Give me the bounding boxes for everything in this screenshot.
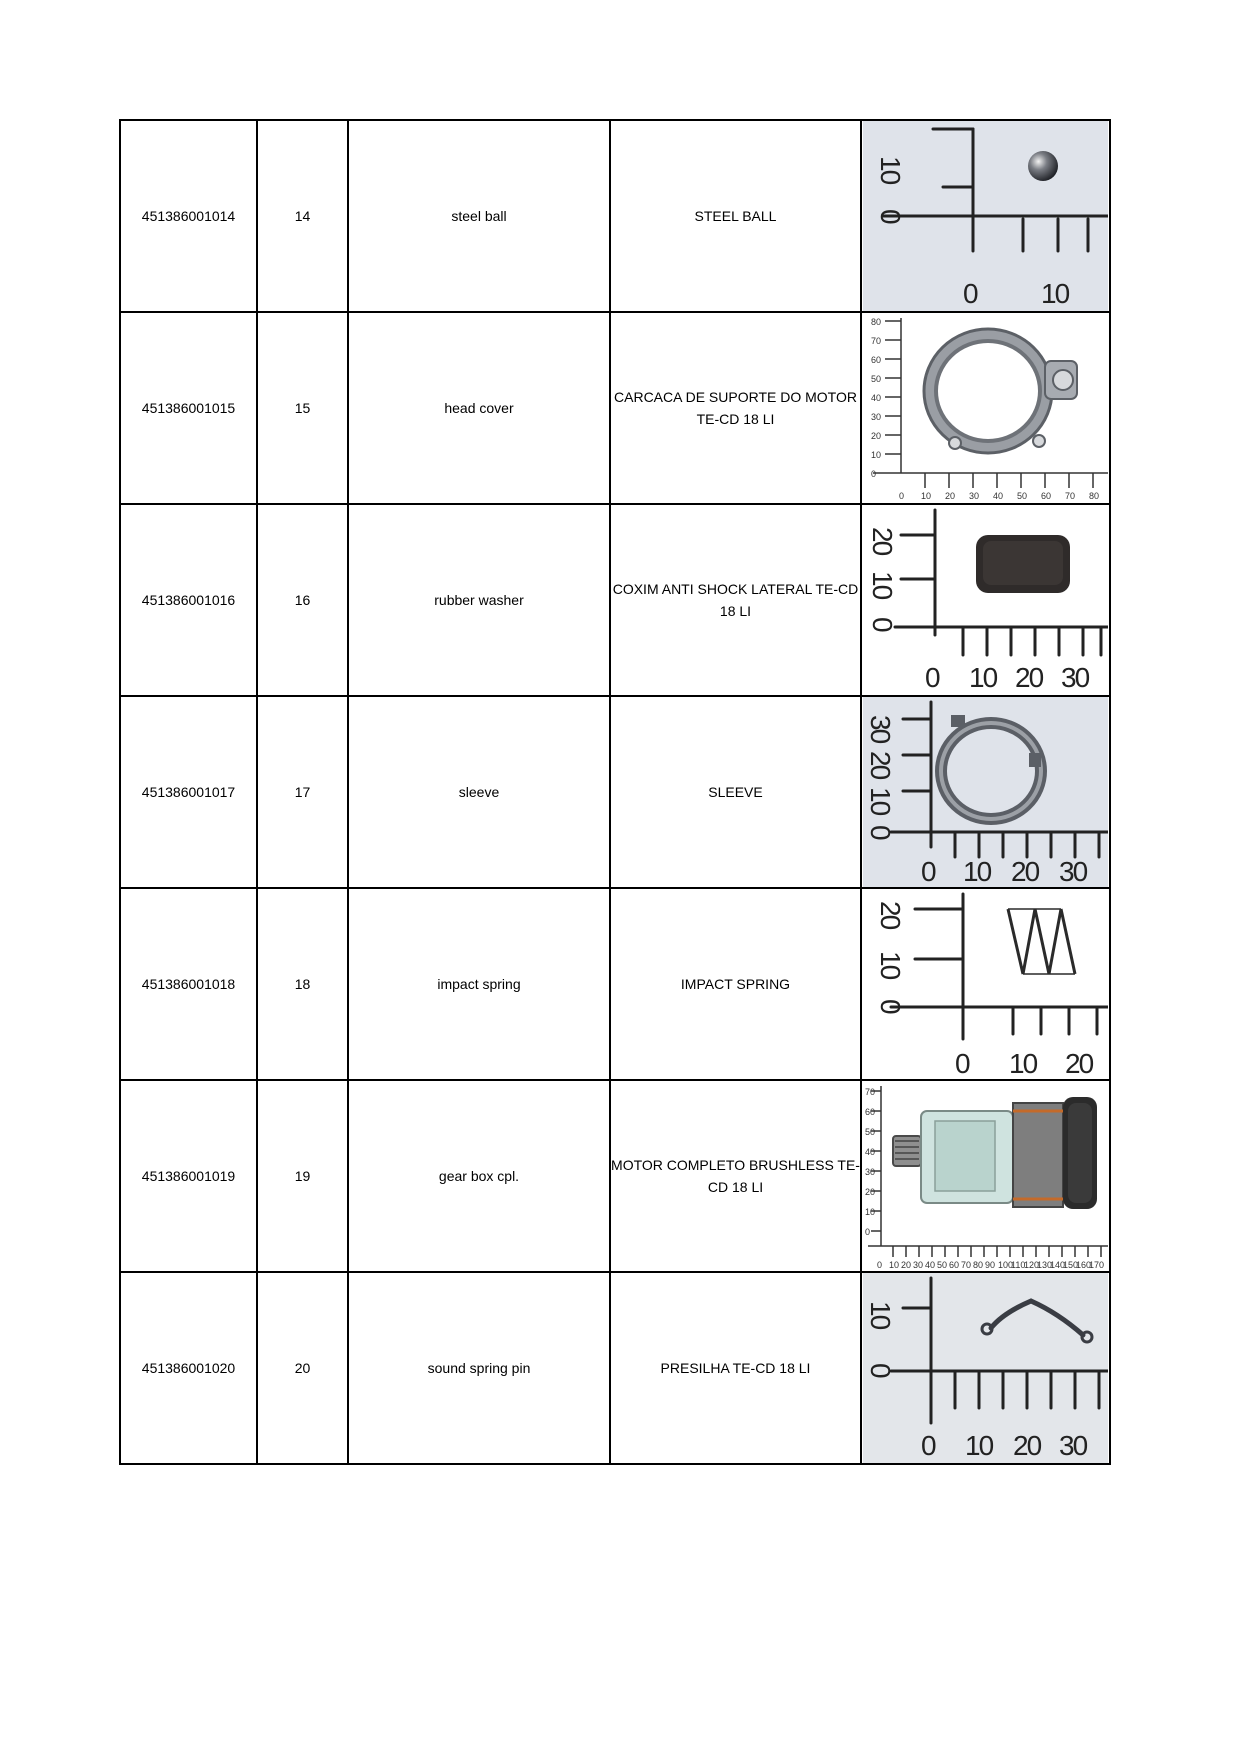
scale-x-tick: 20: [1011, 856, 1039, 887]
scale-y-tick: 70: [865, 1087, 876, 1097]
scale-x-tick: 130: [1037, 1260, 1053, 1270]
part-code: 451386001020: [120, 1272, 257, 1464]
scale-x-tick: 140: [1050, 1260, 1066, 1270]
part-photo-cell: [861, 696, 1110, 888]
table-row: [120, 120, 1110, 312]
scale-x-tick: 20: [1015, 662, 1043, 693]
part-name-pt: COXIM ANTI SHOCK LATERAL TE-CD 18 LI: [610, 504, 861, 696]
scale-x-tick: 0: [955, 1048, 969, 1079]
part-name-pt: MOTOR COMPLETO BRUSHLESS TE-CD 18 LI: [610, 1080, 861, 1272]
scale-x-tick: 30: [1059, 1430, 1087, 1461]
part-code: 451386001017: [120, 696, 257, 888]
scale-x-tick: 90: [985, 1260, 996, 1270]
steel-ball-photo: [863, 121, 1108, 311]
scale-y-tick: 50: [871, 374, 882, 384]
part-code: 451386001018: [120, 888, 257, 1080]
scale-x-tick: 0: [925, 662, 939, 693]
scale-x-tick: 70: [1065, 491, 1076, 501]
part-code: 451386001016: [120, 504, 257, 696]
part-number: 15: [257, 312, 348, 504]
scale-y-tick: 10: [871, 450, 882, 460]
scale-x-tick: 50: [1017, 491, 1028, 501]
scale-y-tick: 30: [871, 412, 882, 422]
part-code: 451386001014: [120, 120, 257, 312]
part-number: 19: [257, 1080, 348, 1272]
scale-x-tick: 30: [1059, 856, 1087, 887]
scale-x-tick: 40: [925, 1260, 936, 1270]
scale-y-tick: 30: [865, 715, 896, 743]
table-row: [120, 888, 1110, 1080]
scale-x-tick: 80: [1089, 491, 1100, 501]
scale-x-tick: 50: [937, 1260, 948, 1270]
part-number: 18: [257, 888, 348, 1080]
impact-spring-photo: [863, 889, 1108, 1079]
scale-x-tick: 60: [949, 1260, 960, 1270]
scale-x-tick: 0: [963, 278, 977, 309]
scale-y-tick: 0: [865, 1227, 871, 1237]
scale-x-tick: 60: [1041, 491, 1052, 501]
scale-y-tick: 20: [865, 751, 896, 779]
scale-y-tick: 40: [865, 1147, 876, 1157]
scale-y-tick: 0: [867, 617, 898, 631]
scale-x-tick: 10: [1009, 1048, 1037, 1079]
part-photo-cell: [861, 120, 1110, 312]
part-name-en: gear box cpl.: [348, 1080, 610, 1272]
parts-table: [119, 119, 1111, 1465]
scale-x-tick: 0: [877, 1260, 883, 1270]
part-name-en: impact spring: [348, 888, 610, 1080]
scale-y-tick: 60: [865, 1107, 876, 1117]
scale-x-tick: 80: [973, 1260, 984, 1270]
scale-x-tick: 10: [1041, 278, 1069, 309]
part-number: 16: [257, 504, 348, 696]
part-name-pt: SLEEVE: [610, 696, 861, 888]
scale-y-tick: 20: [867, 527, 898, 555]
scale-x-tick: 70: [961, 1260, 972, 1270]
scale-y-tick: 0: [875, 209, 906, 223]
table-row: [120, 312, 1110, 504]
part-number: 20: [257, 1272, 348, 1464]
scale-x-tick: 170: [1089, 1260, 1105, 1270]
scale-x-tick: 20: [901, 1260, 912, 1270]
part-photo-cell: [861, 312, 1110, 504]
scale-y-tick: 20: [865, 1187, 876, 1197]
scale-x-tick: 10: [969, 662, 997, 693]
scale-x-tick: 100: [998, 1260, 1014, 1270]
part-name-en: head cover: [348, 312, 610, 504]
scale-y-tick: 10: [865, 1207, 876, 1217]
table-row: [120, 696, 1110, 888]
scale-y-tick: 0: [875, 999, 906, 1013]
scale-y-tick: 10: [875, 951, 906, 979]
sleeve-photo: [863, 697, 1108, 887]
part-photo-cell: [861, 1272, 1110, 1464]
scale-y-tick: 0: [871, 469, 877, 479]
scale-x-tick: 20: [1013, 1430, 1041, 1461]
scale-y-tick: 70: [871, 336, 882, 346]
part-number: 17: [257, 696, 348, 888]
scale-y-tick: 0: [865, 1363, 896, 1377]
scale-x-tick: 110: [1011, 1260, 1026, 1270]
rubber-washer-photo: [863, 505, 1108, 695]
scale-y-tick: 20: [875, 901, 906, 929]
scale-x-tick: 0: [899, 491, 905, 501]
part-name-pt: IMPACT SPRING: [610, 888, 861, 1080]
part-photo-cell: [861, 504, 1110, 696]
scale-y-tick: 30: [865, 1167, 876, 1177]
part-name-en: steel ball: [348, 120, 610, 312]
scale-x-tick: 30: [1061, 662, 1089, 693]
sound-spring-pin-photo: [863, 1273, 1108, 1463]
scale-x-tick: 40: [993, 491, 1004, 501]
part-photo-cell: [861, 1080, 1110, 1272]
scale-y-tick: 10: [865, 787, 896, 815]
table-row: [120, 1080, 1110, 1272]
scale-y-tick: 60: [871, 355, 882, 365]
head-cover-photo: [863, 313, 1108, 503]
scale-x-tick: 30: [913, 1260, 924, 1270]
part-name-en: sleeve: [348, 696, 610, 888]
part-code: 451386001015: [120, 312, 257, 504]
scale-x-tick: 10: [921, 491, 932, 501]
scale-x-tick: 10: [889, 1260, 900, 1270]
table-row: [120, 504, 1110, 696]
scale-x-tick: 160: [1076, 1260, 1092, 1270]
scale-x-tick: 150: [1063, 1260, 1079, 1270]
part-name-pt: STEEL BALL: [610, 120, 861, 312]
scale-y-tick: 10: [865, 1301, 896, 1329]
part-name-pt: CARCACA DE SUPORTE DO MOTOR TE-CD 18 LI: [610, 312, 861, 504]
part-code: 451386001019: [120, 1080, 257, 1272]
scale-y-tick: 20: [871, 431, 882, 441]
part-name-en: rubber washer: [348, 504, 610, 696]
scale-x-tick: 20: [945, 491, 956, 501]
scale-x-tick: 20: [1065, 1048, 1093, 1079]
scale-y-tick: 50: [865, 1127, 876, 1137]
scale-y-tick: 0: [865, 825, 896, 839]
scale-y-tick: 80: [871, 317, 882, 327]
part-name-en: sound spring pin: [348, 1272, 610, 1464]
gear-box-photo: [863, 1081, 1108, 1271]
scale-y-tick: 10: [875, 156, 906, 184]
scale-y-tick: 10: [867, 571, 898, 599]
scale-x-tick: 120: [1024, 1260, 1040, 1270]
part-number: 14: [257, 120, 348, 312]
scale-x-tick: 30: [969, 491, 980, 501]
part-name-pt: PRESILHA TE-CD 18 LI: [610, 1272, 861, 1464]
scale-x-tick: 0: [921, 856, 935, 887]
scale-x-tick: 10: [963, 856, 991, 887]
scale-x-tick: 10: [965, 1430, 993, 1461]
scale-x-tick: 0: [921, 1430, 935, 1461]
scale-y-tick: 40: [871, 393, 882, 403]
part-photo-cell: [861, 888, 1110, 1080]
table-row: [120, 1272, 1110, 1464]
